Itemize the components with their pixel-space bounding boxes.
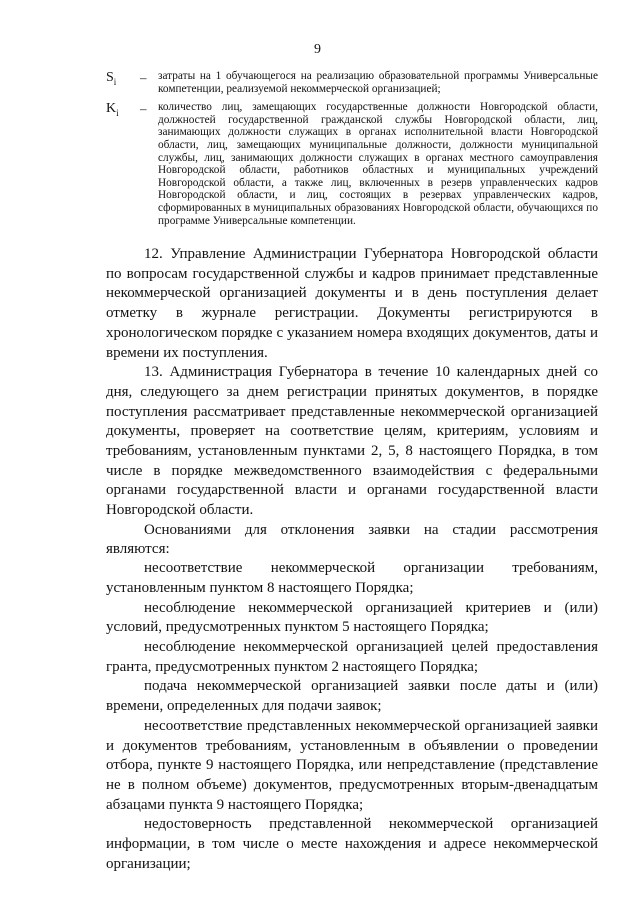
definition-dash: – bbox=[140, 70, 147, 85]
rejection-ground: несоблюдение некоммерческой организацией критериев и (или) условий, предусмотренных пунктом 5 настоящего Порядка; bbox=[106, 599, 598, 636]
rejection-ground: подача некоммерческой организацией заявки после даты и (или) времени, определенных для подачи заявок; bbox=[106, 678, 598, 715]
rejection-ground: несоответствие представленных некоммерческой организацией заявки и документов требованиям, установленным в объявлении о проведении отбора, пункте 9 настоящего Порядка, или непредставление (представление не в полном объеме) документов, предусмотренных вторым-двенадцатым абзацами пункта 9 настоящего Порядка; bbox=[106, 717, 598, 813]
paragraph-12: 12. Управление Администрации Губернатора Новгородской области по вопросам государственной службы и кадров принимает представленные некоммерческой организацией документы и в день поступления делает отметку в журнале регистрации. Документы регистрируются в хронологическом порядке с указанием номера входящих документов, даты и времени их поступления. bbox=[106, 246, 598, 361]
rejection-grounds-intro: Основаниями для отклонения заявки на стадии рассмотрения являются: bbox=[106, 521, 598, 558]
page-number: 9 bbox=[314, 42, 321, 57]
paragraph-13: 13. Администрация Губернатора в течение 10 календарных дней со дня, следующего за днем регистрации принятых документов, в порядке поступления рассматривает представленные некоммерческой организацией документы, проверяет на соответствие целям, критериям, условиям и требованиям, установленным пунктами 2, 5, 8 настоящего Порядка, в том числе в порядке межведомственного взаимодействия с федеральными органами государственной власти и органами государственной власти Новгородской области. bbox=[106, 364, 598, 519]
symbol-k-i: $K_i$ bbox=[106, 101, 119, 118]
definition-text: количество лиц, замещающих государственные должности Новгородской области, должностей государственной гражданской службы Новгородской области, лиц, занимающих должности служащих в органах исполнительной власти Новгородской области, лиц, замещающих муниципальные должности, должности муниципальной службы, лиц, занимающих должности служащих в органах местного самоуправления Новгородской области, работников областных и муниципальных учреждений Новгородской области, а также лиц, включенных в резерв управленческих кадров Новгородской области, и лиц, состоящих в резервах управленческих кадров, сформированных в муниципальных образованиях Новгородской области, обучающихся по программе Универсальные компетенции. bbox=[158, 101, 598, 227]
definition-text: затраты на 1 обучающегося на реализацию образовательной программы Универсальные компетенции, реализуемой некоммерческой организацией; bbox=[158, 70, 598, 95]
rejection-ground: несоответствие некоммерческой организации требованиям, установленным пунктом 8 настоящего Порядка; bbox=[106, 560, 598, 596]
definition-s-i bbox=[106, 70, 598, 95]
rejection-ground: несоблюдение некоммерческой организацией целей предоставления гранта, предусмотренных пунктом 2 настоящего Порядка; bbox=[106, 639, 598, 675]
main-text bbox=[106, 245, 598, 875]
formula-definitions bbox=[106, 70, 598, 233]
symbol-s-i: $S_i$ bbox=[106, 70, 117, 87]
definition-k-i bbox=[106, 101, 598, 227]
definition-dash: – bbox=[140, 101, 147, 117]
rejection-ground: недостоверность представленной некоммерческой организацией информации, в том числе о месте нахождения и адресе некоммерческой организации; bbox=[106, 816, 598, 872]
